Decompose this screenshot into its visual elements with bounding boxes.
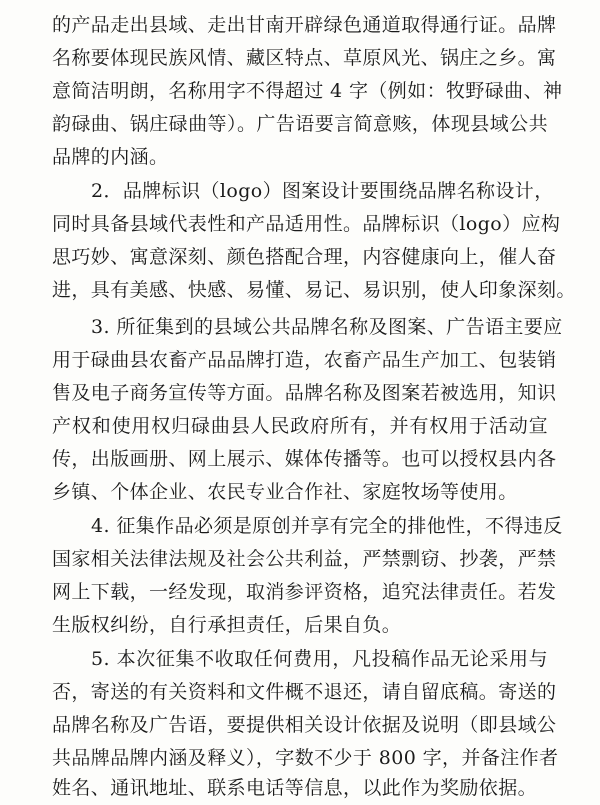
text-line-7: 同时具备县域代表性和产品适用性。品牌标识（logo）应构 [52,213,561,235]
text-line-18: 网上下载，一经发现，取消参评资格，追究法律责任。若发 [52,581,557,603]
text-line-12: 售及电子商务宣传等方面。品牌名称及图案若被选用，知识 [52,382,557,404]
text-line-14: 传，出版画册、网上展示、媒体传播等。也可以授权县内各 [52,448,557,470]
text-line-9: 进，具有美感、快感、易懂、易记、易识别，使人印象深刻。 [52,279,576,301]
text-line-4: 韵碌曲、锅庄碌曲等）。广告语要言简意赅，体现县域公共 [52,113,548,135]
text-line-20: 5. 本次征集不收取任何费用，凡投稿作品无论采用与 [91,648,548,670]
text-line-2: 名称要体现民族风情、藏区特点、草原风光、锅庄之乡。寓 [52,47,557,69]
text-line-16: 4. 征集作品必须是原创并享有完全的排他性，不得违反 [91,515,563,537]
text-line-13: 产权和使用权归碌曲县人民政府所有，并有权用于活动宣 [52,415,548,437]
text-line-15: 乡镇、个体企业、农民专业合作社、家庭牧场等使用。 [52,481,518,503]
text-line-1: 的产品走出县域、走出甘南开辟绿色通道取得通行证。品牌 [52,14,557,36]
text-line-11: 用于碌曲县农畜产品品牌打造，农畜产品生产加工、包装销 [52,349,557,371]
text-line-23: 共品牌品牌内涵及释义），字数不少于 800 字，并备注作者 [52,747,559,769]
text-line-6: 2．品牌标识（logo）图案设计要围绕品牌名称设计， [91,180,554,202]
text-line-19: 生版权纠纷，自行承担责任，后果自负。 [52,614,402,636]
text-line-17: 国家相关法律法规及社会公共利益，严禁剽窃、抄袭，严禁 [52,548,557,570]
text-line-10: 3. 所征集到的县域公共品牌名称及图案、广告语主要应 [91,316,563,338]
text-line-3: 意简洁明朗，名称用字不得超过 4 字（例如：牧野碌曲、神 [52,80,563,102]
text-line-21: 否，寄送的有关资料和文件概不退还，请自留底稿。寄送的 [52,681,557,703]
text-line-24: 姓名、通讯地址、联系电话等信息，以此作为奖励依据。 [52,777,538,799]
text-line-5: 品牌的内涵。 [52,146,169,168]
text-line-8: 思巧妙、寓意深刻、颜色搭配合理，内容健康向上，催人奋 [52,246,557,268]
text-line-22: 品牌名称及广告语，要提供相关设计依据及说明（即县域公 [52,714,557,736]
